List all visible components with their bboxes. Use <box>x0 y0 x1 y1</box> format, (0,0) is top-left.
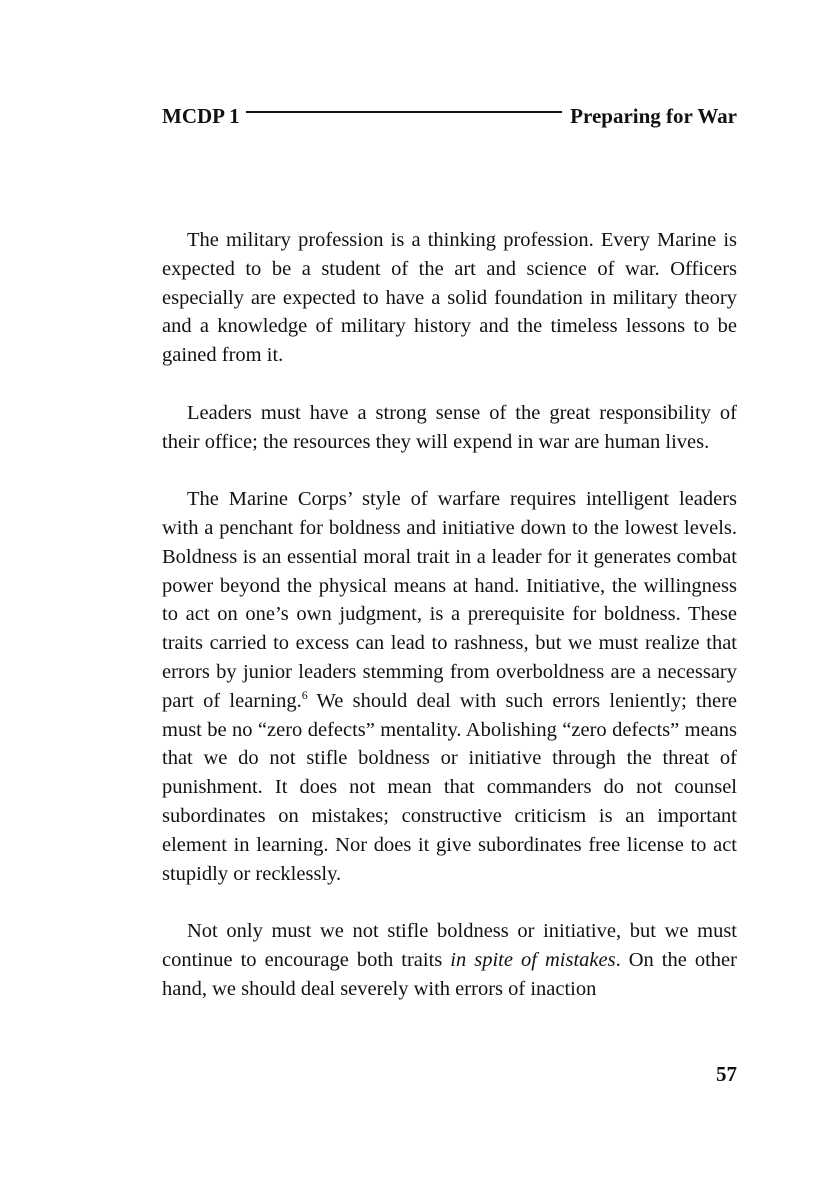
italic-emphasis: in spite of mistakes <box>450 948 616 971</box>
body-text <box>162 226 737 1004</box>
paragraph-thinking-profession: The military profession is a thinking profession. Every Marine is expected to be a student of the art and science of war. Officers especially are expected to have a solid foundation in military theory and a knowledge of military history and the timeless lessons to be gained from it. <box>162 229 737 367</box>
paragraph-text-segment: The Marine Corps’ style of warfare requires intelligent leaders with a penchant for boldness and initiative down to the lowest levels. Boldness is an essential moral trait in a leader for it generates combat power beyond the physical means at hand. Initiative, the willingness to act on one’s own judgment, is a prerequisite for boldness. These traits carried to excess can lead to rashness, but we must realize that errors by junior leaders stemming from overboldness are a necessary part of learning. <box>162 488 737 712</box>
footnote-reference: 6 <box>301 687 308 702</box>
header-publication-id: MCDP 1 <box>162 103 240 128</box>
paragraph-boldness-initiative <box>162 485 737 888</box>
paragraph-text-segment: . On the other hand, we should deal severely with errors of inaction <box>162 948 737 1000</box>
page-number: 57 <box>716 1062 737 1086</box>
header-chapter-title: Preparing for War <box>570 103 737 128</box>
running-header <box>162 101 737 131</box>
paragraph-text-segment: Not only must we not stifle boldness or initiative, but we must continue to encourage both traits <box>162 920 737 971</box>
paragraph-encourage-traits <box>162 917 737 1003</box>
header-rule <box>246 111 563 113</box>
paragraph-leader-responsibility: Leaders must have a strong sense of the great responsibility of their office; the resources they will expend in war are human lives. <box>162 401 737 453</box>
paragraph-text-segment: We should deal with such errors leniently; there must be no “zero defects” mentality. Abolishing “zero defects” means that we do not stifle boldness or initiative through the threat of punishment. It does not mean that commanders do not counsel subordinates on mistakes; constructive criticism is an important element in learning. Nor does it give subordinates free license to act stupidly or recklessly. <box>162 689 737 885</box>
